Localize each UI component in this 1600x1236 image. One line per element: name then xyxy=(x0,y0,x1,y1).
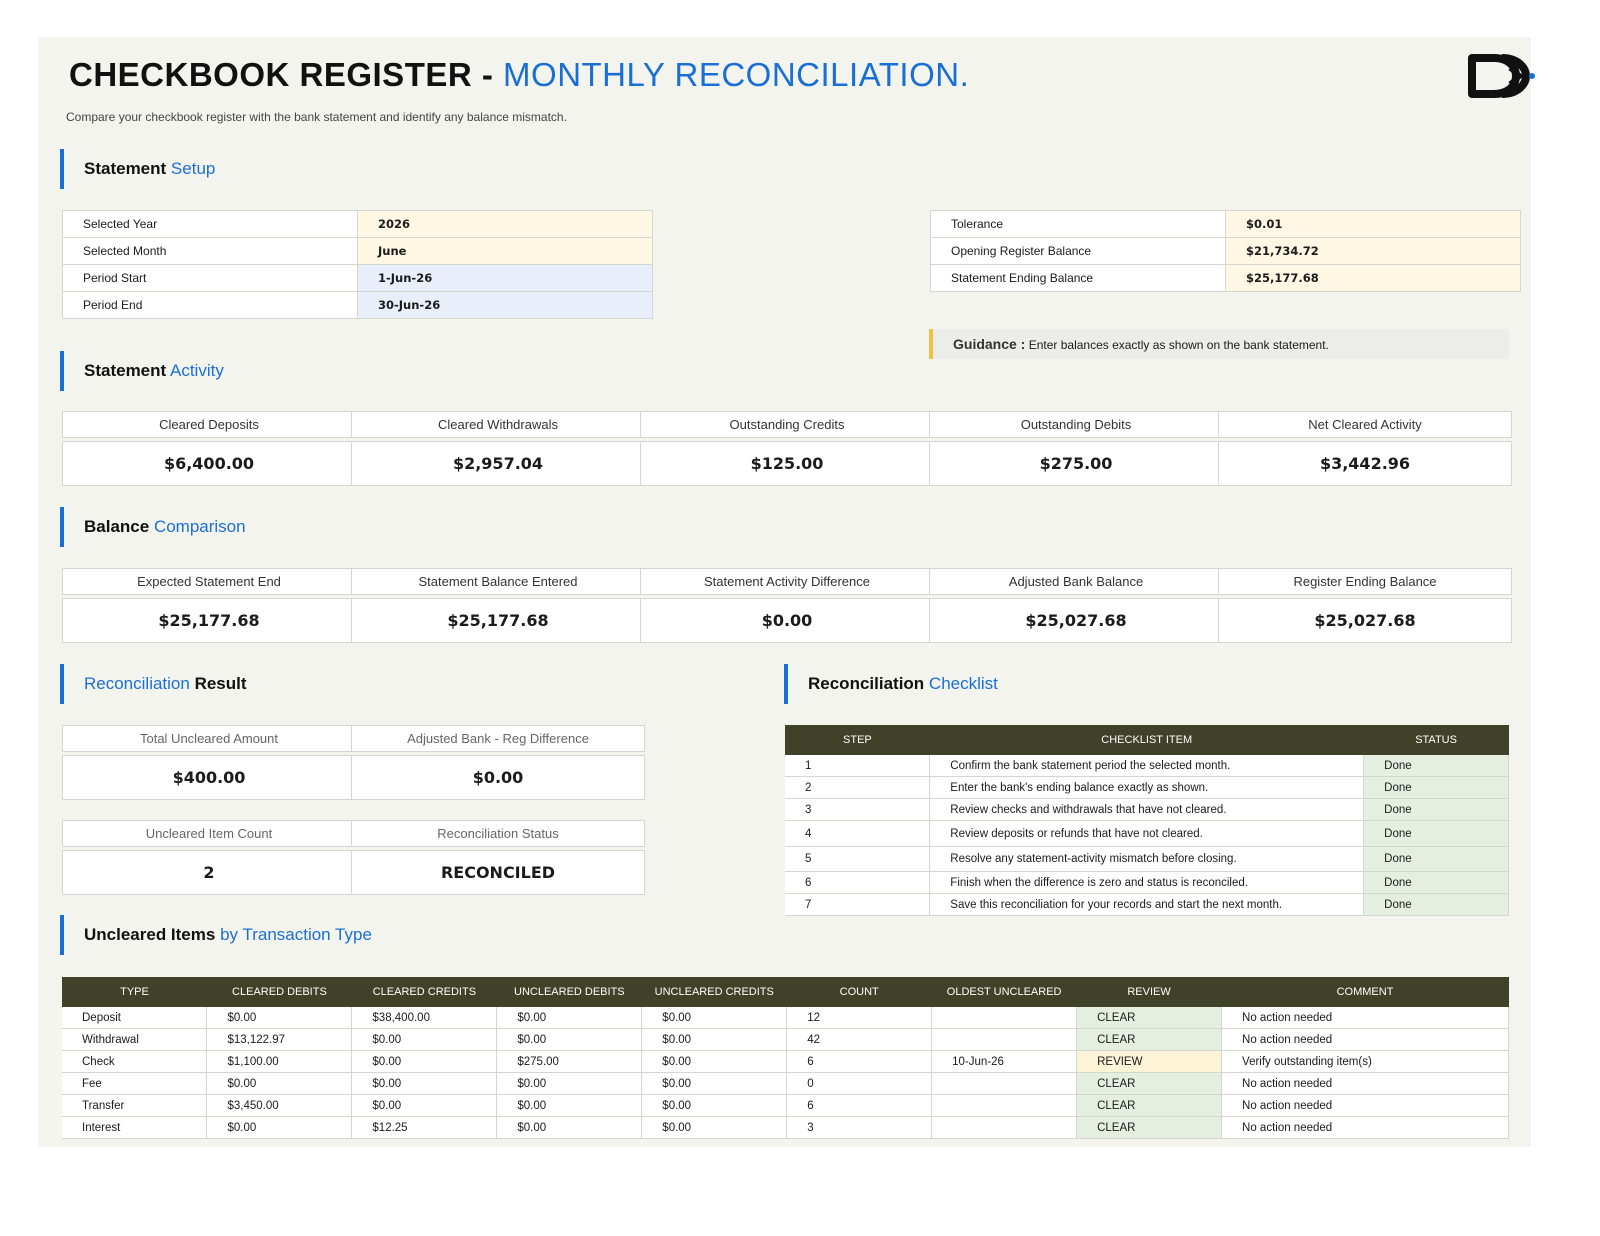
card-outstanding-credits: Outstanding Credits $125.00 xyxy=(640,411,934,486)
guidance-note: Guidance : Enter balances exactly as shown on the bank statement. xyxy=(929,329,1509,359)
table-row: Deposit $0.00 $38,400.00 $0.00 $0.00 12 CLEAR No action needed xyxy=(62,1007,1509,1029)
review-flag: CLEAR xyxy=(1077,1117,1222,1139)
section-reconciliation-checklist: Reconciliation Checklist xyxy=(784,664,998,704)
review-flag: CLEAR xyxy=(1077,1073,1222,1095)
setup-row: Selected Year 2026 xyxy=(63,211,653,238)
card-net-cleared-activity: Net Cleared Activity $3,442.96 xyxy=(1218,411,1512,486)
table-row: 4 Review deposits or refunds that have not cleared. Done xyxy=(785,821,1509,847)
card-statement-balance-entered: Statement Balance Entered $25,177.68 xyxy=(351,568,645,643)
checklist-status[interactable]: Done xyxy=(1364,777,1509,799)
checklist-status[interactable]: Done xyxy=(1364,847,1509,872)
review-flag: CLEAR xyxy=(1077,1029,1222,1051)
checklist-status[interactable]: Done xyxy=(1364,872,1509,894)
setup-row: Period Start 1-Jun-26 xyxy=(63,265,653,292)
table-row: Interest $0.00 $12.25 $0.00 $0.00 3 CLEAR No action needed xyxy=(62,1117,1509,1139)
table-row: Transfer $3,450.00 $0.00 $0.00 $0.00 6 CLEAR No action needed xyxy=(62,1095,1509,1117)
brand-logo-icon xyxy=(1466,50,1538,102)
uncleared-items-table xyxy=(62,977,1509,1139)
page-title xyxy=(69,56,969,94)
checklist-status[interactable]: Done xyxy=(1364,755,1509,777)
table-row: 6 Finish when the difference is zero and status is reconciled. Done xyxy=(785,872,1509,894)
month-input[interactable]: June xyxy=(358,238,653,265)
card-adjusted-bank-reg-difference: Adjusted Bank - Reg Difference $0.00 xyxy=(351,725,645,800)
table-row: 2 Enter the bank's ending balance exactly as shown. Done xyxy=(785,777,1509,799)
setup-row: Opening Register Balance $21,734.72 xyxy=(931,238,1521,265)
card-cleared-deposits: Cleared Deposits $6,400.00 xyxy=(62,411,356,486)
card-total-uncleared-amount: Total Uncleared Amount $400.00 xyxy=(62,725,356,800)
table-row: 3 Review checks and withdrawals that have not cleared. Done xyxy=(785,799,1509,821)
section-balance-comparison: Balance Comparison xyxy=(60,507,246,547)
table-row: 5 Resolve any statement-activity mismatch before closing. Done xyxy=(785,847,1509,872)
checklist-status[interactable]: Done xyxy=(1364,799,1509,821)
card-register-ending-balance: Register Ending Balance $25,027.68 xyxy=(1218,568,1512,643)
title-main: CHECKBOOK REGISTER - xyxy=(69,56,504,93)
card-expected-statement-end: Expected Statement End $25,177.68 xyxy=(62,568,356,643)
table-row: Check $1,100.00 $0.00 $275.00 $0.00 6 10-Jun-26 REVIEW Verify outstanding item(s) xyxy=(62,1051,1509,1073)
statement-ending-balance-input[interactable]: $25,177.68 xyxy=(1226,265,1521,292)
checklist-status[interactable]: Done xyxy=(1364,821,1509,847)
card-cleared-withdrawals: Cleared Withdrawals $2,957.04 xyxy=(351,411,645,486)
setup-row: Statement Ending Balance $25,177.68 xyxy=(931,265,1521,292)
page-subtitle: Compare your checkbook register with the bank statement and identify any balance mismatch. xyxy=(66,110,567,124)
card-statement-activity-difference: Statement Activity Difference $0.00 xyxy=(640,568,934,643)
review-flag: CLEAR xyxy=(1077,1095,1222,1117)
uncleared-header-row: TYPE CLEARED DEBITS CLEARED CREDITS UNCLEARED DEBITS UNCLEARED CREDITS COUNT OLDEST UNCLEARED REVIEW COMMENT xyxy=(62,977,1509,1007)
card-outstanding-debits: Outstanding Debits $275.00 xyxy=(929,411,1223,486)
setup-right-table xyxy=(930,210,1521,292)
section-statement-setup: Statement Setup xyxy=(60,149,215,189)
card-reconciliation-status: Reconciliation Status RECONCILED xyxy=(351,820,645,895)
review-flag: REVIEW xyxy=(1077,1051,1222,1073)
table-row: Fee $0.00 $0.00 $0.00 $0.00 0 CLEAR No action needed xyxy=(62,1073,1509,1095)
status-badge: RECONCILED xyxy=(351,850,645,895)
opening-balance-input[interactable]: $21,734.72 xyxy=(1226,238,1521,265)
table-row: 7 Save this reconciliation for your records and start the next month. Done xyxy=(785,894,1509,916)
checklist-table xyxy=(785,725,1509,916)
card-uncleared-item-count: Uncleared Item Count 2 xyxy=(62,820,356,895)
setup-row: Selected Month June xyxy=(63,238,653,265)
table-row: 1 Confirm the bank statement period the selected month. Done xyxy=(785,755,1509,777)
period-end-value: 30-Jun-26 xyxy=(358,292,653,319)
review-flag: CLEAR xyxy=(1077,1007,1222,1029)
checklist-header-row: STEP CHECKLIST ITEM STATUS xyxy=(785,725,1509,755)
period-start-value: 1-Jun-26 xyxy=(358,265,653,292)
setup-row: Tolerance $0.01 xyxy=(931,211,1521,238)
checklist-status[interactable]: Done xyxy=(1364,894,1509,916)
setup-left-table xyxy=(62,210,653,319)
setup-row: Period End 30-Jun-26 xyxy=(63,292,653,319)
table-row: Withdrawal $13,122.97 $0.00 $0.00 $0.00 42 CLEAR No action needed xyxy=(62,1029,1509,1051)
section-statement-activity: Statement Activity xyxy=(60,351,224,391)
section-reconciliation-result: Reconciliation Result xyxy=(60,664,247,704)
title-accent: MONTHLY RECONCILIATION. xyxy=(503,56,970,93)
tolerance-input[interactable]: $0.01 xyxy=(1226,211,1521,238)
card-adjusted-bank-balance: Adjusted Bank Balance $25,027.68 xyxy=(929,568,1223,643)
year-input[interactable]: 2026 xyxy=(358,211,653,238)
section-uncleared-items: Uncleared Items by Transaction Type xyxy=(60,915,372,955)
